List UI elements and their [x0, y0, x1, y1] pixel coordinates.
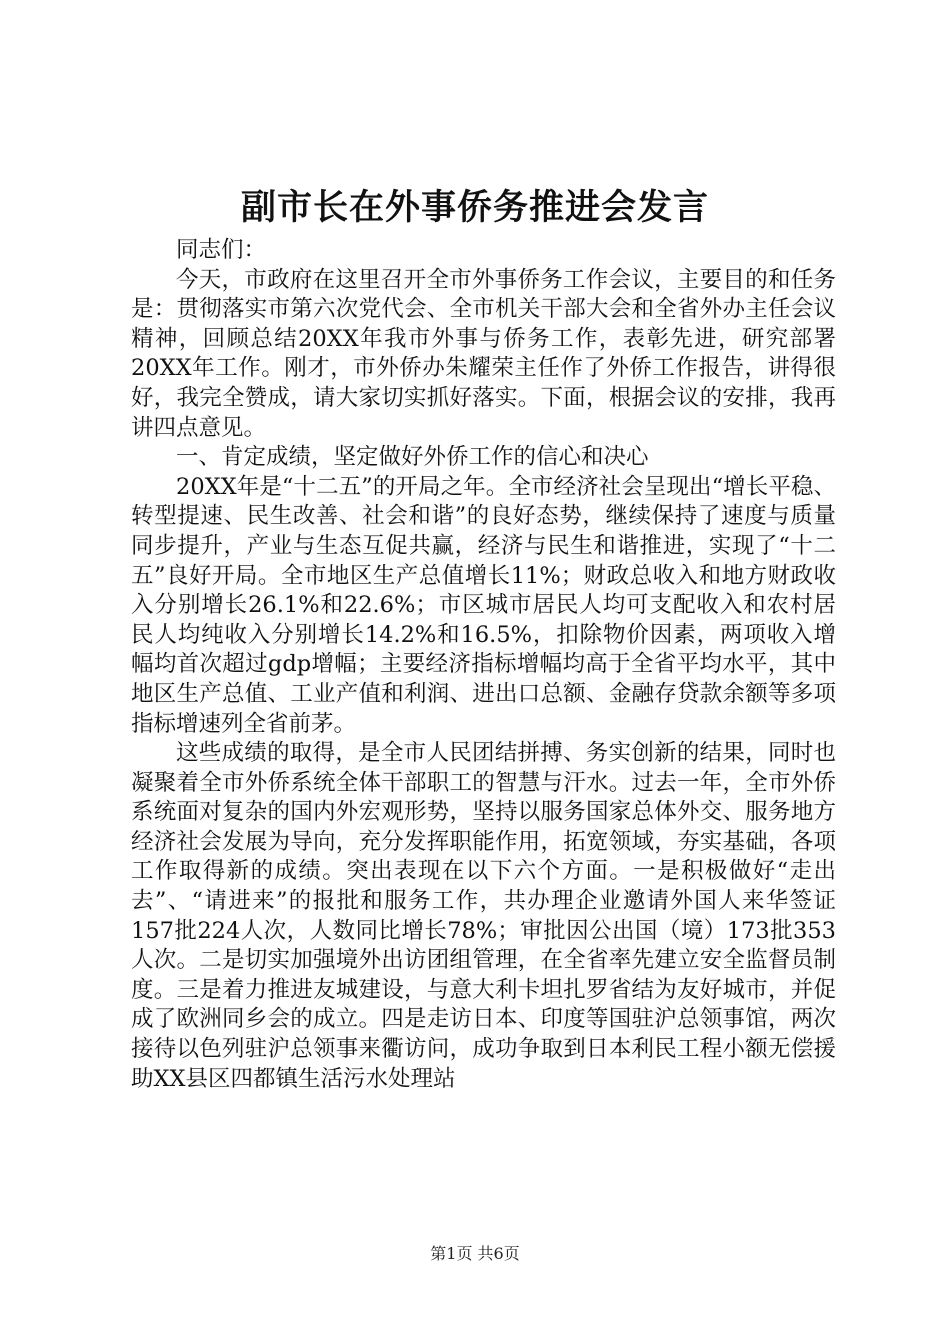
- document-title: 副市长在外事侨务推进会发言: [240, 187, 709, 228]
- page-footer: 第1页 共6页: [430, 1244, 520, 1263]
- section-heading-1: 一、肯定成绩，坚定做好外侨工作的信心和决心: [176, 444, 649, 471]
- paragraph-achievements: 20XX年是“十二五”的开局之年。全市经济社会呈现出“增长平稳、转型提速、民生改善、社会和谐”的良好态势，继续保持了速度与质量同步提升，产业与生态互促共赢，经济与民生和谐推进，实现了“十二五”良好开局。全市地区生产总值增长11%；财政总收入和地方财政收入分别增长26.1%和22.6%；市区城市居民人均可支配收入和农村居民人均纯收入分别增长14.2%和16.5%，扣除物价因素，两项收入增幅均首次超过gdp增幅；主要经济指标增幅均高于全省平均水平，其中地区生产总值、工业产值和利润、进出口总额、金融存贷款余额等多项指标增速列全省前茅。: [131, 473, 836, 737]
- paragraph-six-aspects: 这些成绩的取得，是全市人民团结拼搏、务实创新的结果，同时也凝聚着全市外侨系统全体干部职工的智慧与汗水。过去一年，全市外侨系统面对复杂的国内外宏观形势，坚持以服务国家总体外交、服务地方经济社会发展为导向，充分发挥职能作用，拓宽领域，夯实基础，各项工作取得新的成绩。突出表现在以下六个方面。一是积极做好“走出去”、“请进来”的报批和服务工作，共办理企业邀请外国人来华签证157批224人次，人数同比增长78%；审批因公出国（境）173批353人次。二是切实加强境外出访团组管理，在全省率先建立安全监督员制度。三是着力推进友城建设，与意大利卡坦扎罗省结为友好城市，并促成了欧洲同乡会的成立。四是走访日本、印度等国驻沪总领事馆，两次接待以色列驻沪总领事来衢访问，成功争取到日本利民工程小额无偿援助XX县区四都镇生活污水处理站: [131, 740, 836, 1092]
- salutation: 同志们：: [176, 237, 267, 263]
- paragraph-intro: 今天，市政府在这里召开全市外事侨务工作会议，主要目的和任务是：贯彻落实市第六次党代会、全市机关干部大会和全省外办主任会议精神，回顾总结20XX年我市外事与侨务工作，表彰先进，研究部署20XX年工作。刚才，市外侨办朱耀荣主任作了外侨工作报告，讲得很好，我完全赞成，请大家切实抓好落实。下面，根据会议的安排，我再讲四点意见。: [131, 266, 836, 441]
- document-body: [131, 236, 836, 1094]
